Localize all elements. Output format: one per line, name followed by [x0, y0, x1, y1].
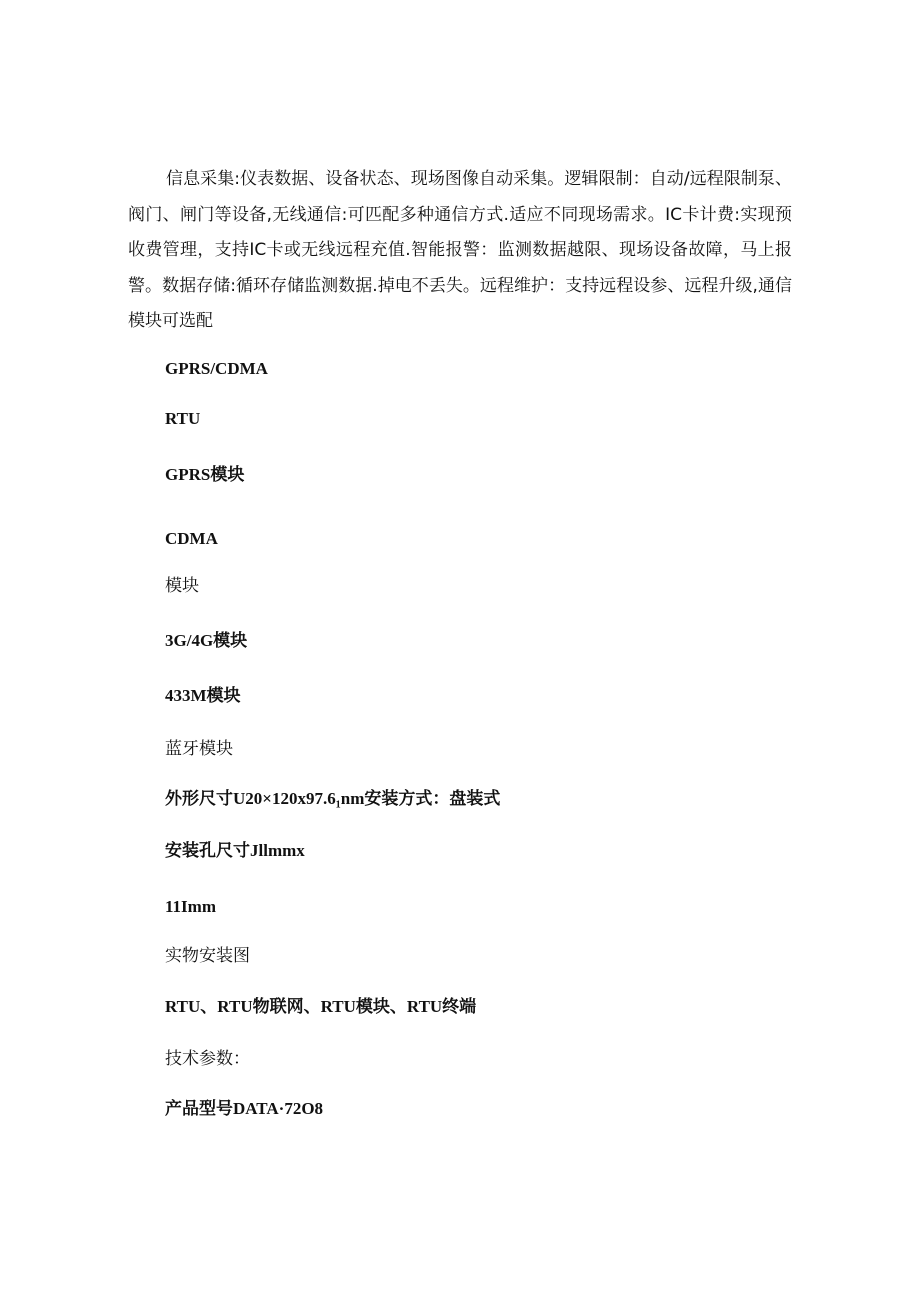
- text-line-bluetooth-module: 蓝牙模块: [165, 739, 233, 759]
- text-line-gprs-cdma: GPRS/CDMA: [165, 359, 268, 378]
- text-line-product-model: 产品型号DATA·72O8: [165, 1099, 324, 1118]
- text-line-tech-params: 技术参数：: [165, 1049, 250, 1069]
- text-line-433m-module: 433M模块: [165, 686, 241, 705]
- text-line-dimensions: 外形尺寸U20×120x97.6₁nm安装方式：盘装式: [165, 789, 501, 808]
- text-line-cdma: CDMA: [165, 529, 218, 548]
- text-line-installation-image: 实物安装图: [165, 946, 250, 966]
- text-line-rtu-keywords: RTU、RTU物联网、RTU模块、RTU终端: [165, 997, 477, 1016]
- intro-paragraph: 信息采集:仪表数据、设备状态、现场图像自动采集。逻辑限制：自动/远程限制泵、阀门、闸门等设备,无线通信:可匹配多种通信方式.适应不同现场需求。IC卡计费:实现预收费管理，支持IC卡或无线远程充值.智能报警：监测数据越限、现场设备故障，马上报警。数据存储:循环存储监测数据.掉电不丢失。远程维护：支持远程设参、远程升级,通信模块可选配: [128, 169, 792, 331]
- text-line-rtu: RTU: [165, 409, 201, 428]
- text-line-mounting-hole: 安装孔尺寸Jllmmx: [165, 841, 305, 860]
- text-line-hole-size: 11Imm: [165, 897, 216, 916]
- text-line-module: 模块: [165, 576, 199, 596]
- text-line-3g-4g-module: 3G/4G模块: [165, 631, 248, 650]
- text-line-gprs-module: GPRS模块: [165, 465, 245, 484]
